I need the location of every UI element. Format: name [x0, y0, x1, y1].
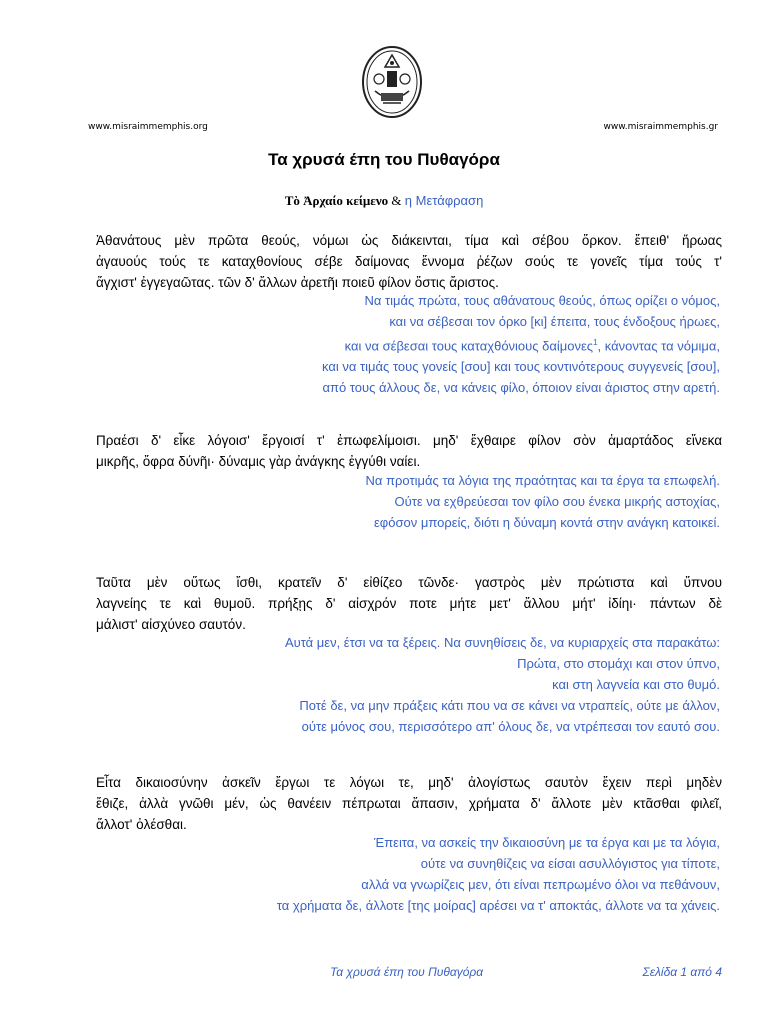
translation-line: Έπειτα, να ασκείς την δικαιοσύνη με τα έργα και με τα λόγια,: [374, 835, 720, 850]
subtitle-translation: η Μετάφραση: [404, 193, 484, 208]
translation-line: ούτε μόνος σου, περισσότερο απ' όλους δε, να ντρέπεσαι τον εαυτό σου.: [301, 719, 720, 734]
greek-line: μάλιστ' αἰσχύνεο σαυτόν.: [96, 617, 246, 632]
header-url-left[interactable]: www.misraimmemphis.org: [88, 122, 208, 132]
translation-line: και στη λαγνεία και στο θυμό.: [552, 677, 720, 692]
translation-line: και να σέβεσαι τον όρκο [κι] έπειτα, τους ένδοξους ήρωες,: [389, 314, 720, 329]
document-title: Τα χρυσά έπη του Πυθαγόρα: [268, 150, 500, 169]
translation-stanza-3: [160, 632, 720, 737]
translation-line: Πρώτα, στο στομάχι και στον ύπνο,: [517, 656, 720, 671]
greek-line: Ἀθανάτους μὲν πρῶτα θεούς, νόμωι ὡς διάκεινται, τίμα καὶ σέβου ὅρκον. ἔπειθ' ἥρωας: [96, 233, 722, 248]
translation-line: και να τιμάς τους γονείς [σου] και τους κοντινότερους συγγενείς [σου],: [322, 359, 720, 375]
translation-line: ούτε να συνηθίζεις να είσαι ασυλλόγιστος για τίποτε,: [420, 856, 720, 871]
greek-line: ἀγαυούς τούς τε καταχθονίους σέβε δαίμονας ἔννομα ῥέζων σούς τε γονεῖς τίμα τούς τ': [96, 254, 722, 269]
subtitle-original-text: Τὸ Ἀρχαίο κείμενο: [284, 193, 389, 208]
translation-line: αλλά να γνωρίζεις μεν, ότι είναι πεπρωμένο όλοι να πεθάνουν,: [361, 877, 720, 892]
greek-line: λαγνείης τε καὶ θυμοῦ. πρήξῃς δ' αἰσχρόν ποτε μήτε μετ' ἄλλου μήτ' ἰδίηι· πάντων δὲ: [96, 596, 722, 611]
translation-line: [160, 332, 720, 356]
translation-line: Ούτε να εχθρεύεσαι τον φίλο σου ένεκα μικρής αστοχίας,: [394, 494, 720, 509]
greek-line: Ταῦτα μὲν οὕτως ἴσθι, κρατεῖν δ' εἰθίζεο τῶνδε· γαστρὸς μὲν πρώτιστα καὶ ὕπνου: [96, 575, 722, 590]
translation-line-tail: , κάνοντας τα νόμιμα,: [597, 338, 720, 354]
translation-line-head: και να σέβεσαι τους καταχθόνιους δαίμονες: [344, 338, 594, 354]
translation-line: τα χρήματα δε, άλλοτε [της μοίρας] αρέσει να τ' αποκτάς, άλλοτε να τα χάνεις.: [276, 898, 720, 913]
translation-stanza-1: [160, 290, 720, 398]
footer-page-number: Σελίδα 1 από 4: [642, 965, 722, 979]
greek-line: Εἶτα δικαιοσύνην ἀσκεῖν ἔργωι τε λόγωι τε, μηδ' ἀλογίστως σαυτὸν ἔχειν περὶ μηδὲν: [96, 775, 722, 790]
translation-line: εφόσον μπορείς, διότι η δύναμη κοντά στην ανάγκη κατοικεί.: [374, 515, 720, 530]
greek-line: μικρῆς, ὄφρα δύνῆι· δύναμις γὰρ ἀνάγκης ἐγγύθι ναίει.: [96, 454, 421, 469]
translation-line: Αυτά μεν, έτσι να τα ξέρεις. Να συνηθίσεις δε, να κυριαρχείς στα παρακάτω:: [284, 635, 720, 650]
translation-line: Να προτιμάς τα λόγια της πραότητας και τα έργα τα επωφελή.: [365, 473, 720, 488]
greek-stanza-3: [96, 572, 722, 635]
translation-line: Ποτέ δε, να μην πράξεις κάτι που να σε κάνει να ντραπείς, ούτε με άλλον,: [299, 698, 720, 713]
header-url-right[interactable]: www.misraimmemphis.gr: [603, 122, 718, 132]
greek-line: ἄγχιστ' ἐγγεγαῶτας. τῶν δ' ἄλλων ἀρετῆι ποιεῦ φίλον ὅστις ἄριστος.: [96, 275, 499, 290]
seal-emblem-icon: [361, 45, 423, 119]
greek-stanza-2: [96, 430, 722, 472]
translation-stanza-4: [160, 832, 720, 916]
document-subtitle: [0, 193, 768, 209]
translation-line: Να τιμάς πρώτα, τους αθάνατους θεούς, όπως ορίζει ο νόμος,: [364, 293, 720, 308]
greek-stanza-4: [96, 772, 722, 835]
footer-title: Τα χρυσά έπη του Πυθαγόρα: [330, 965, 484, 979]
translation-stanza-2: [160, 470, 720, 533]
translation-line: από τους άλλους δε, να κάνεις φίλο, όποιον είναι άριστος στην αρετή.: [322, 380, 720, 396]
subtitle-ampersand: &: [388, 193, 405, 208]
greek-stanza-1: [96, 230, 722, 293]
greek-line: Πραέσι δ' εἶκε λόγοισ' ἔργοισί τ' ἐπωφελίμοισι. μηδ' ἔχθαιρε φίλον σὸν ἁμαρτάδος εἵνεκα: [96, 433, 722, 448]
greek-line: ἄλλοτ' ὀλέσθαι.: [96, 817, 187, 832]
greek-line: ἔθιζε, ἀλλὰ γνῶθι μέν, ὡς θανέειν πέπρωται ἅπασιν, χρήματα δ' ἄλλοτε μὲν κτᾶσθαι φιλεῖ,: [96, 796, 722, 811]
footnote-marker[interactable]: 1: [593, 338, 598, 347]
